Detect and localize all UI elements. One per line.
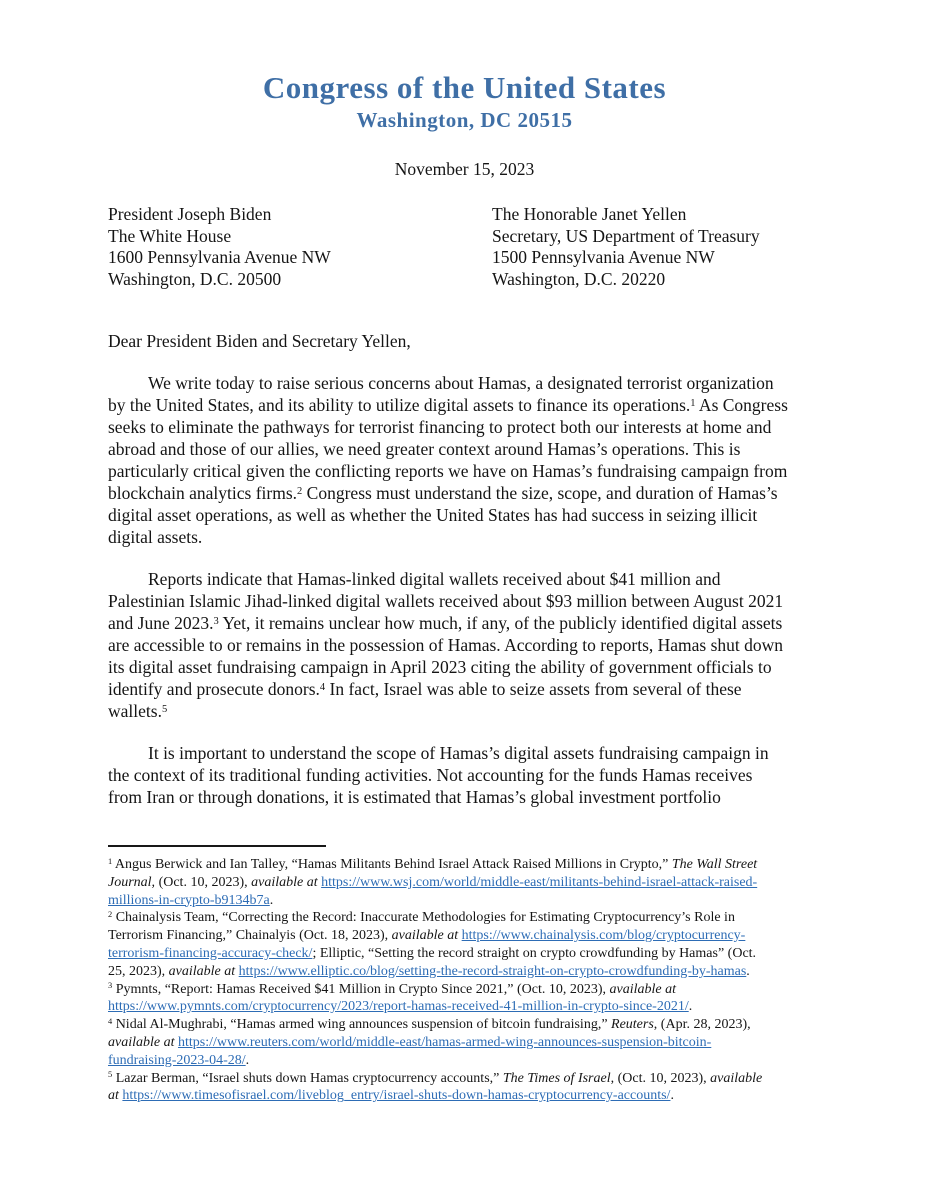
recipient-blocks [108, 204, 869, 296]
footnote-link[interactable]: https://www.elliptic.co/blog/setting-the-record-straight-on-crypto-crowdfunding-by-hamas [238, 963, 747, 979]
footnote-line: terrorism-financing-accuracy-check/; Elliptic, “Setting the record straight on crypto crowdfunding by Hamas” (Oct. [108, 945, 757, 961]
superscript-ref: 5 [161, 703, 168, 715]
footnote [108, 856, 824, 909]
body-line: Palestinian Islamic Jihad-linked digital wallets received about $93 million between August 2021 [108, 591, 784, 611]
footnote-line [108, 1034, 824, 1052]
recipient-block-right [492, 204, 760, 290]
footnote [108, 909, 824, 980]
footnote-line: $^4$ Nidal Al-Mughrabi, “Hamas armed wing announces suspension of bitcoin fundraising,” Reuters, (Apr. 28, 2023), [108, 1016, 751, 1033]
body-line: It is important to understand the scope of Hamas’s digital assets fundraising campaign in [148, 743, 769, 763]
body-line: blockchain analytics firms.$^2$ Congress must understand the size, scope, and duration of Hamas’s [108, 483, 778, 503]
superscript-ref: 2 [108, 910, 113, 920]
masthead-address: Washington, DC 20515 [356, 108, 573, 132]
italic-text: available at [609, 981, 677, 997]
recipient-line: Washington, D.C. 20220 [492, 268, 666, 289]
italic-text: Journal, [108, 874, 156, 890]
footnote-link[interactable]: https://www.reuters.com/world/middle-east/hamas-armed-wing-announces-suspension-bitcoin- [178, 1034, 712, 1050]
footnote-link[interactable]: https://www.chainalysis.com/blog/cryptocurrency- [461, 928, 746, 944]
footnote-line: $^2$ Chainalysis Team, “Correcting the Record: Inaccurate Methodologies for Estimating Cryptocurrency’s Role in [108, 910, 735, 926]
body-line: particularly critical given the conflicting reports we have on Hamas’s fundraising campaign from [108, 461, 788, 481]
body-line: seeks to eliminate the pathways for terrorist financing to protect both our interests at home and [108, 417, 772, 437]
italic-text: available at [391, 928, 459, 944]
footnote-line: Terrorism Financing,” Chainalyis (Oct. 18, 2023), available at https://www.chainalysis.com/blog/cryptocurrency- [108, 928, 746, 944]
body-line: and June 2023.$^3$ Yet, it remains unclear how much, if any, of the publicly identified digital assets [108, 613, 783, 633]
footnote-line: https://www.pymnts.com/cryptocurrency/2023/report-hamas-received-41-million-in-crypto-since-2021/. [108, 999, 693, 1015]
recipient-line: 1500 Pennsylvania Avenue NW [492, 247, 715, 267]
superscript-ref: 2 [297, 485, 303, 497]
footnote-link[interactable]: https://www.wsj.com/world/middle-east/militants-behind-israel-attack-raised- [321, 874, 758, 890]
salutation: Dear President Biden and Secretary Yellen, [108, 331, 411, 351]
recipient-line: The Honorable Janet Yellen [492, 204, 687, 224]
footnote-line: millions-in-crypto-b9134b7a. [108, 892, 274, 908]
body-line: digital asset operations, as well as whether the United States has had success in seizing illicit [108, 505, 758, 525]
recipient-line: 1600 Pennsylvania Avenue NW [108, 247, 331, 267]
body-line: Reports indicate that Hamas-linked digital wallets received about $41 million and [148, 569, 721, 589]
superscript-ref: 3 [213, 615, 219, 627]
footnote-link[interactable]: https://www.timesofisrael.com/liveblog_entry/israel-shuts-down-hamas-cryptocurrency-accounts/ [122, 1088, 671, 1104]
body-paragraph [108, 568, 824, 722]
superscript-ref: 4 [319, 681, 326, 693]
italic-text: at [108, 1088, 119, 1104]
footnote-line: $^5$ Lazar Berman, “Israel shuts down Hamas cryptocurrency accounts,” The Times of Israel, (Oct. 10, 2023), available [108, 1070, 763, 1086]
footnote-line: at https://www.timesofisrael.com/liveblog_entry/israel-shuts-down-hamas-cryptocurrency-accounts/. [108, 1088, 674, 1104]
italic-text: available at [251, 874, 318, 890]
body-line: are accessible to or remains in the possession of Hamas. According to reports, Hamas shut down [108, 635, 784, 655]
footnotes [108, 856, 824, 1105]
recipient-line: Secretary, US Department of Treasury [492, 225, 760, 246]
footnote [108, 1070, 824, 1106]
body-line: its digital asset fundraising campaign in April 2023 citing the ability of government officials to [108, 657, 772, 677]
superscript-ref: 3 [108, 981, 113, 991]
superscript-ref: 5 [108, 1070, 113, 1080]
body-paragraph [108, 372, 824, 548]
masthead [0, 70, 929, 132]
footnote-separator [108, 845, 326, 847]
body-line: identify and prosecute donors.$^4$ In fact, Israel was able to seize assets from several of these [108, 679, 742, 699]
body-line: abroad and those of our allies, we need greater context around Hamas’s operations. This is [108, 439, 741, 459]
recipient-block-left [108, 204, 331, 290]
body-line: from Iran or through donations, it is estimated that Hamas’s global investment portfolio [108, 787, 721, 807]
letter-body [108, 372, 824, 828]
footnote-link[interactable]: https://www.pymnts.com/cryptocurrency/2023/report-hamas-received-41-million-in-crypto-since-2021/ [108, 999, 689, 1015]
recipient-line: President Joseph Biden [108, 204, 272, 224]
recipient-line: The White House [108, 225, 232, 246]
italic-text: available [710, 1070, 763, 1086]
italic-text: available at [168, 963, 236, 979]
body-line: by the United States, and its ability to utilize digital assets to finance its operations.$^1$ As Congress [108, 395, 788, 415]
congress-heading: Congress of the United States [262, 70, 667, 105]
footnote-line: fundraising-2023-04-28/. [108, 1052, 250, 1068]
body-paragraph [108, 742, 824, 808]
superscript-ref: 1 [690, 397, 696, 409]
superscript-ref: 1 [108, 856, 113, 866]
footnote [108, 1016, 824, 1069]
footnote [108, 981, 824, 1017]
body-line: We write today to raise serious concerns about Hamas, a designated terrorist organization [148, 373, 774, 393]
superscript-ref: 4 [108, 1016, 113, 1026]
footnote-line: $^1$ Angus Berwick and Ian Talley, “Hamas Militants Behind Israel Attack Raised Millions in Crypto,” The Wall Street [108, 856, 758, 872]
italic-text: The Wall Street [671, 857, 758, 872]
footnote-line: 25, 2023), available at https://www.elliptic.co/blog/setting-the-record-straight-on-crypto-crowdfunding-by-hamas. [108, 963, 750, 979]
italic-text: available at [108, 1034, 175, 1050]
body-line: wallets.$^5$ [108, 701, 168, 721]
body-line: the context of its traditional funding activities. Not accounting for the funds Hamas receives [108, 765, 753, 785]
italic-text: The Times of Israel [502, 1070, 611, 1086]
italic-text: Reuters [611, 1017, 654, 1033]
body-line: digital assets. [108, 527, 203, 547]
footnote-link[interactable]: fundraising-2023-04-28/ [108, 1052, 246, 1068]
footnote-line: $^3$ Pymnts, “Report: Hamas Received $41 Million in Crypto Since 2021,” (Oct. 10, 2023), available at [108, 981, 677, 997]
footnote-link[interactable]: terrorism-financing-accuracy-check/ [108, 945, 313, 961]
footnote-link[interactable]: millions-in-crypto-b9134b7a [108, 892, 270, 908]
footnote-line: Journal, (Oct. 10, 2023), available at https://www.wsj.com/world/middle-east/militants-behind-israel-attack-raised- [108, 874, 758, 890]
recipient-line: Washington, D.C. 20500 [108, 268, 282, 289]
letter-date: November 15, 2023 [394, 159, 535, 179]
